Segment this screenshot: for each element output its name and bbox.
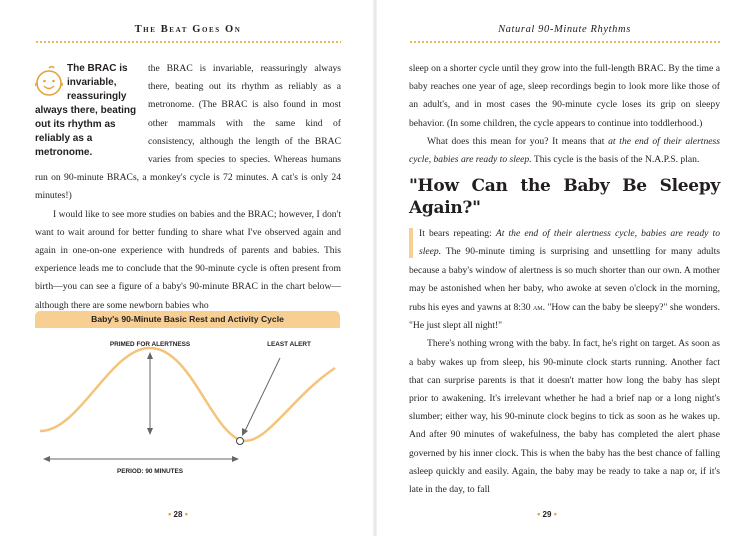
left-paragraph-1: the BRAC is invariable, reassuringly always there, beating out its rhythm as reliably as a metronome. (The BRAC is also found in most other mammals with the same kind of consistency, although the length of the BRAC varies from species to species. Whereas humans run on 90-minute BRACs, a monkey's cycle is 72 minutes. A cat's is only 24 minutes!)	[35, 63, 341, 202]
period-arrowhead-left	[43, 456, 50, 462]
page-number-left: 28	[173, 510, 183, 519]
chart-title: Baby's 90-Minute Basic Rest and Activity Cycle	[35, 311, 340, 328]
label-peak: PRIMED FOR ALERTNESS	[109, 341, 191, 348]
dotted-rule-left	[35, 41, 341, 43]
dotted-rule-right	[409, 41, 720, 43]
chart-figure	[35, 328, 340, 493]
label-trough: LEAST ALERT	[267, 341, 311, 348]
amplitude-arrowhead-bottom	[147, 428, 153, 435]
right-paragraph-1: sleep on a shorter cycle until they grow into the full-length BRAC. By the time a baby reaches one year of age, sleep recordings begin to look more like those of an adult's, and in most cases the 90-minute cycle loses its grip on sleepy behavior. (In some children, the cycle appears to continue into toddlerhood.)	[409, 63, 720, 129]
label-period: PERIOD: 90 MINUTES	[116, 468, 184, 475]
section-heading: "How Can the Baby Be Sleepy Again?"	[409, 176, 720, 219]
brac-chart	[35, 311, 340, 491]
running-head-right: Natural 90-Minute Rhythms	[498, 24, 631, 35]
right-page	[375, 0, 750, 536]
left-paragraph-2: I would like to see more studies on babies and the BRAC; however, I don't want to wait around for better funding to share what I've observed again and again in one-on-one experience with hundreds of parents and babies. This experience leads me to conclude that the 90-minute cycle is often present from birth—you can see a figure of a baby's 90-minute BRAC in the chart below—although there are some newborn babies who	[35, 208, 341, 311]
right-paragraph-3: It bears repeating: At the end of their alertness cycle, babies are ready to sleep. The 90-minute timing is surprising and unsettling for many adults because a baby's window of alertness is so much shorter than our own. A mother may be astonished when her baby, who awoke at seven o'clock in the morning, rubs his eyes and yawns at 8:30 am. "How can the baby be sleepy?" she wonders. "He just slept all night!"	[409, 228, 720, 332]
right-body-text	[409, 60, 720, 499]
right-paragraph-4: There's nothing wrong with the baby. In fact, he's right on target. As soon as a baby wakes up from sleep, his 90-minute clock starts running. Another fact that can surprise parents is that it doesn't matter how long the baby has slept prior to awakening. It's irrelevant whether he had a brief nap or a long night's slumber; either way, his 90-minute clock begins to tick as soon as he wakes up. And after 90 minutes of wakefulness, the baby has completed the alert phase governed by his inner clock. This is when the baby has the best chance of falling asleep quickly and easily. Again, the baby may be ready to take a nap or, if it's late in the day, to fall	[409, 338, 720, 496]
period-arrowhead-right	[232, 456, 239, 462]
page-number-right: 29	[542, 510, 552, 519]
brac-curve	[40, 348, 335, 441]
trough-marker	[237, 438, 244, 445]
dropcap-bar	[409, 228, 413, 258]
running-head-left: The Beat Goes On	[134, 24, 242, 35]
pullquote	[35, 62, 140, 160]
trough-pointer-arrowhead	[242, 428, 248, 436]
folio-right: • 29 •	[537, 509, 557, 519]
dropcap-letter: I	[419, 228, 423, 240]
amplitude-arrowhead-top	[147, 352, 153, 359]
left-body-text	[35, 60, 341, 315]
pullquote-text: The BRAC is invariable, reassuringly always there, beating out its rhythm as reliably as a metronome.	[35, 63, 137, 158]
folio-left: • 28 •	[168, 509, 188, 519]
right-paragraph-2: What does this mean for you? It means that at the end of their alertness cycle, babies are ready to sleep. This cycle is the basis of the N.A.P.S. plan.	[409, 135, 720, 166]
baby-face-icon	[35, 64, 63, 98]
